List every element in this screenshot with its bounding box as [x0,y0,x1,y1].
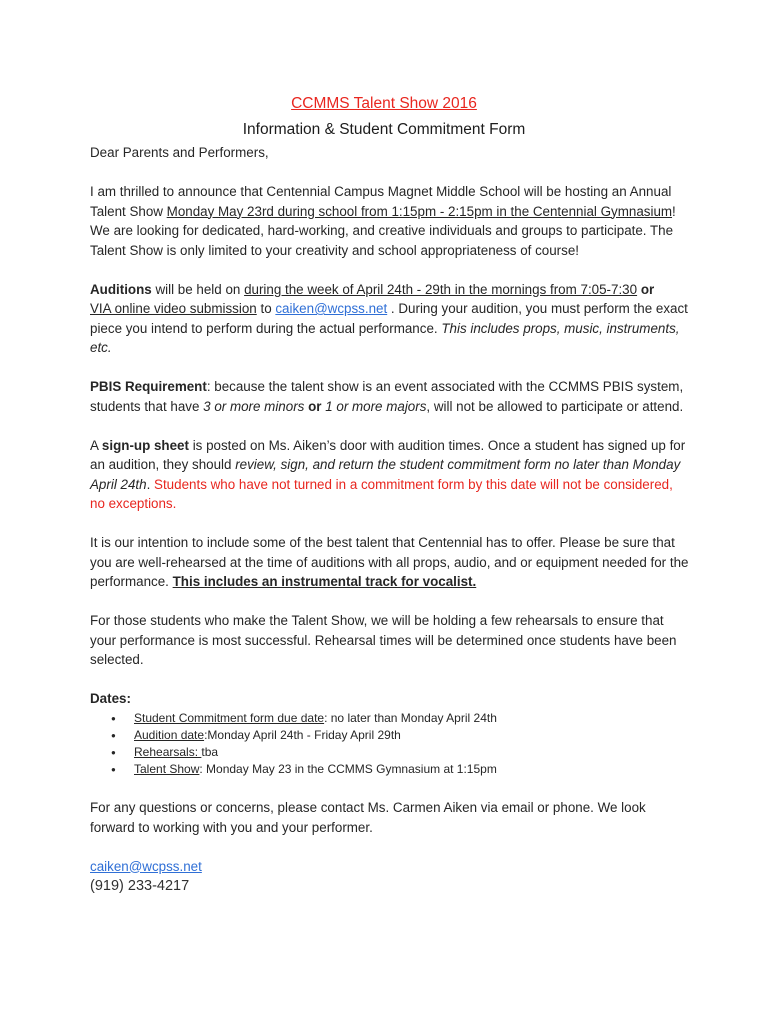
closing-paragraph: For any questions or concerns, please contact Ms. Carmen Aiken via email or phone. We look forward to working with you and your performer. [90,800,646,835]
majors-text: 1 or more majors [325,398,427,414]
pbis-text-cont: , will not be allowed to participate or attend. [426,398,684,414]
date-label: Talent Show [134,762,200,776]
video-submission-text: VIA online video submission [90,301,257,316]
dates-list [90,710,690,778]
list-item [134,727,690,744]
document-title: CCMMS Talent Show 2016 [291,95,477,112]
show-date-text: Monday May 23rd during school from 1:15pm - 2:15pm in the Centennial Gymnasium [166,203,673,219]
date-label: Student Commitment form due date [134,711,325,725]
minors-text: 3 or more minors [203,398,305,414]
list-item [134,761,690,778]
period-text: . [146,476,155,492]
intro-text-cont: ! We are looking for dedicated, hard-working, and creative individuals and groups to participate. The Talent Show is only limited to your creativity and school appropriateness of course! [90,203,676,258]
or-text: or [637,281,655,297]
list-item [134,744,690,761]
or-bold-text: or [304,398,326,414]
signup-text-cont: is posted on Ms. Aiken’s door with audition times. Once a student has signed up for an audition, they should [90,437,686,472]
date-label: Rehearsals: [134,745,202,759]
signup-text: A [90,437,102,453]
letter-body [90,143,690,896]
contact-phone: (919) 233-4217 [90,878,190,894]
audition-instructions: . During your audition, you must perform the exact piece you intend to perform during the actual performance. [90,301,688,336]
date-value: : no later than Monday April 24th [324,711,497,725]
date-value: tba [201,745,219,759]
instrumental-track-note: This includes an instrumental track for vocalist. [172,574,477,589]
greeting: Dear Parents and Performers, [90,145,269,160]
signup-paragraph [90,436,690,514]
intro-text: I am thrilled to announce that Centennial Campus Magnet Middle School will be hosting an Annual Talent Show [90,184,672,219]
document-subtitle: Information & Student Commitment Form [242,121,526,138]
date-label: Audition date [134,728,205,742]
preparation-paragraph [90,533,690,592]
contact-email-link[interactable]: caiken@wcpss.net [90,858,202,874]
audition-email-link[interactable]: caiken@wcpss.net [275,301,388,316]
auditions-text: will be held on [151,281,245,297]
contact-email-line [90,857,690,877]
date-value: : Monday May 23 in the CCMMS Gymnasium at 1:15pm [199,762,497,776]
pbis-text: : because the talent show is an event associated with the CCMMS PBIS system, students that have [90,379,684,414]
rehearsal-paragraph: For those students who make the Talent Show, we will be holding a few rehearsals to ensure that your performance is most successful. Rehearsal times will be determined once students have been selected. [90,613,677,667]
preparation-text: It is our intention to include some of the best talent that Centennial has to offer. Please be sure that you are well-rehearsed at the time of auditions with all props, audio, and or equipment needed for the performance. [90,535,689,589]
date-value: :Monday April 24th - Friday April 29th [204,728,401,742]
intro-paragraph [90,182,690,260]
list-item [134,710,690,727]
audition-note: This includes props, music, instruments, etc. [90,320,680,355]
signup-sheet-label: sign-up sheet [101,437,189,453]
deadline-text: review, sign, and return the student commitment form no later than Monday April 24th [90,457,681,492]
auditions-label: Auditions [90,281,152,297]
auditions-paragraph [90,280,690,358]
deadline-warning: Students who have not turned in a commitment form by this date will not be considered, no exceptions. [90,476,673,511]
pbis-label: PBIS Requirement [90,379,207,394]
to-text: to [256,301,276,316]
dates-heading: Dates: [90,690,131,706]
audition-week-text: during the week of April 24th - 29th in the mornings from 7:05-7:30 [244,281,638,297]
pbis-paragraph [90,377,690,416]
